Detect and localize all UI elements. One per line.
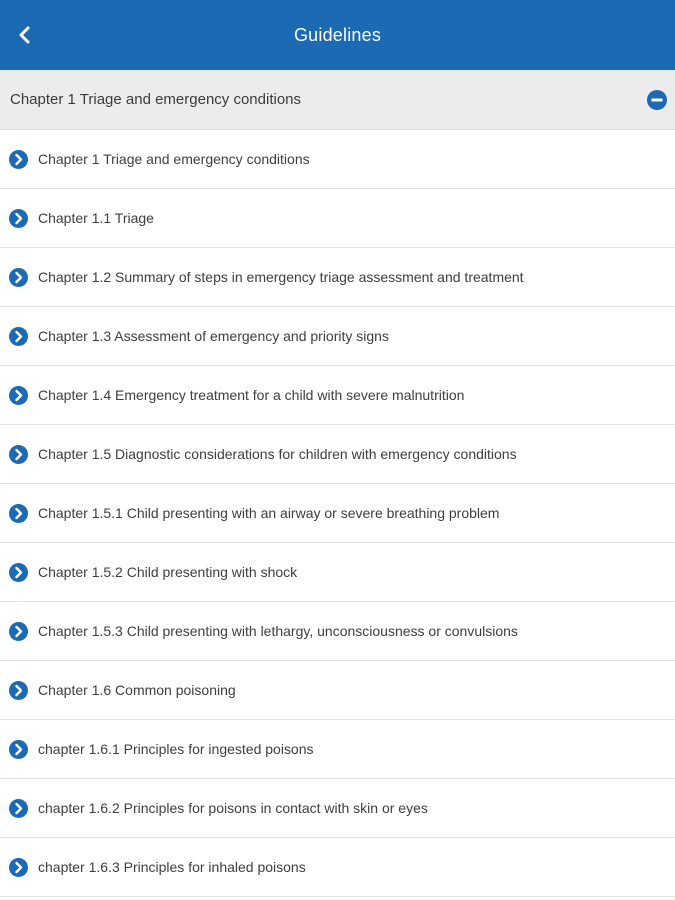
list-item[interactable] — [0, 425, 675, 484]
top-app-bar — [0, 0, 675, 70]
section-header[interactable] — [0, 70, 675, 130]
chevron-right-circle-icon — [9, 504, 28, 523]
chevron-left-icon — [17, 25, 33, 45]
section-title: Chapter 1 Triage and emergency conditions — [10, 91, 302, 108]
page-title: Guidelines — [293, 24, 382, 45]
list-item-label: chapter 1.6.2 Principles for poisons in contact with skin or eyes — [38, 800, 428, 816]
list-item-label: Chapter 1.5.2 Child presenting with shock — [38, 564, 298, 580]
chevron-right-circle-icon — [9, 150, 28, 169]
list-item[interactable] — [0, 543, 675, 602]
list-item[interactable] — [0, 838, 675, 897]
list-item-label: Chapter 1.5.3 Child presenting with lethargy, unconsciousness or convulsions — [38, 623, 518, 639]
chevron-right-circle-icon — [9, 858, 28, 877]
list-item-label: chapter 1.6.1 Principles for ingested poisons — [38, 741, 314, 757]
list-item-label: Chapter 1.4 Emergency treatment for a child with severe malnutrition — [38, 387, 465, 403]
list-item-label: Chapter 1.5.1 Child presenting with an airway or severe breathing problem — [38, 505, 500, 521]
chapter-list — [0, 130, 675, 897]
back-button[interactable] — [10, 20, 40, 50]
list-item[interactable] — [0, 366, 675, 425]
chevron-right-circle-icon — [9, 622, 28, 641]
list-item-label: Chapter 1.1 Triage — [38, 210, 154, 226]
list-item-label: Chapter 1.6 Common poisoning — [38, 682, 236, 698]
chevron-right-circle-icon — [9, 209, 28, 228]
chevron-right-circle-icon — [9, 268, 28, 287]
list-item[interactable] — [0, 661, 675, 720]
list-item[interactable] — [0, 307, 675, 366]
list-item[interactable] — [0, 779, 675, 838]
list-item[interactable] — [0, 720, 675, 779]
list-item-label: Chapter 1.3 Assessment of emergency and priority signs — [38, 328, 389, 344]
list-item[interactable] — [0, 189, 675, 248]
chevron-right-circle-icon — [9, 563, 28, 582]
chevron-right-circle-icon — [9, 799, 28, 818]
chevron-right-circle-icon — [9, 445, 28, 464]
chevron-right-circle-icon — [9, 681, 28, 700]
list-item[interactable] — [0, 484, 675, 543]
list-item[interactable] — [0, 602, 675, 661]
list-item-label: chapter 1.6.3 Principles for inhaled poisons — [38, 859, 306, 875]
list-item[interactable] — [0, 130, 675, 189]
minus-circle-icon — [647, 90, 667, 110]
list-item[interactable] — [0, 248, 675, 307]
chevron-right-circle-icon — [9, 740, 28, 759]
list-item-label: Chapter 1.5 Diagnostic considerations for children with emergency conditions — [38, 446, 517, 462]
collapse-button[interactable] — [647, 90, 667, 110]
list-item-label: Chapter 1.2 Summary of steps in emergency triage assessment and treatment — [38, 269, 524, 285]
list-item-label: Chapter 1 Triage and emergency conditions — [38, 151, 310, 167]
chevron-right-circle-icon — [9, 327, 28, 346]
chevron-right-circle-icon — [9, 386, 28, 405]
